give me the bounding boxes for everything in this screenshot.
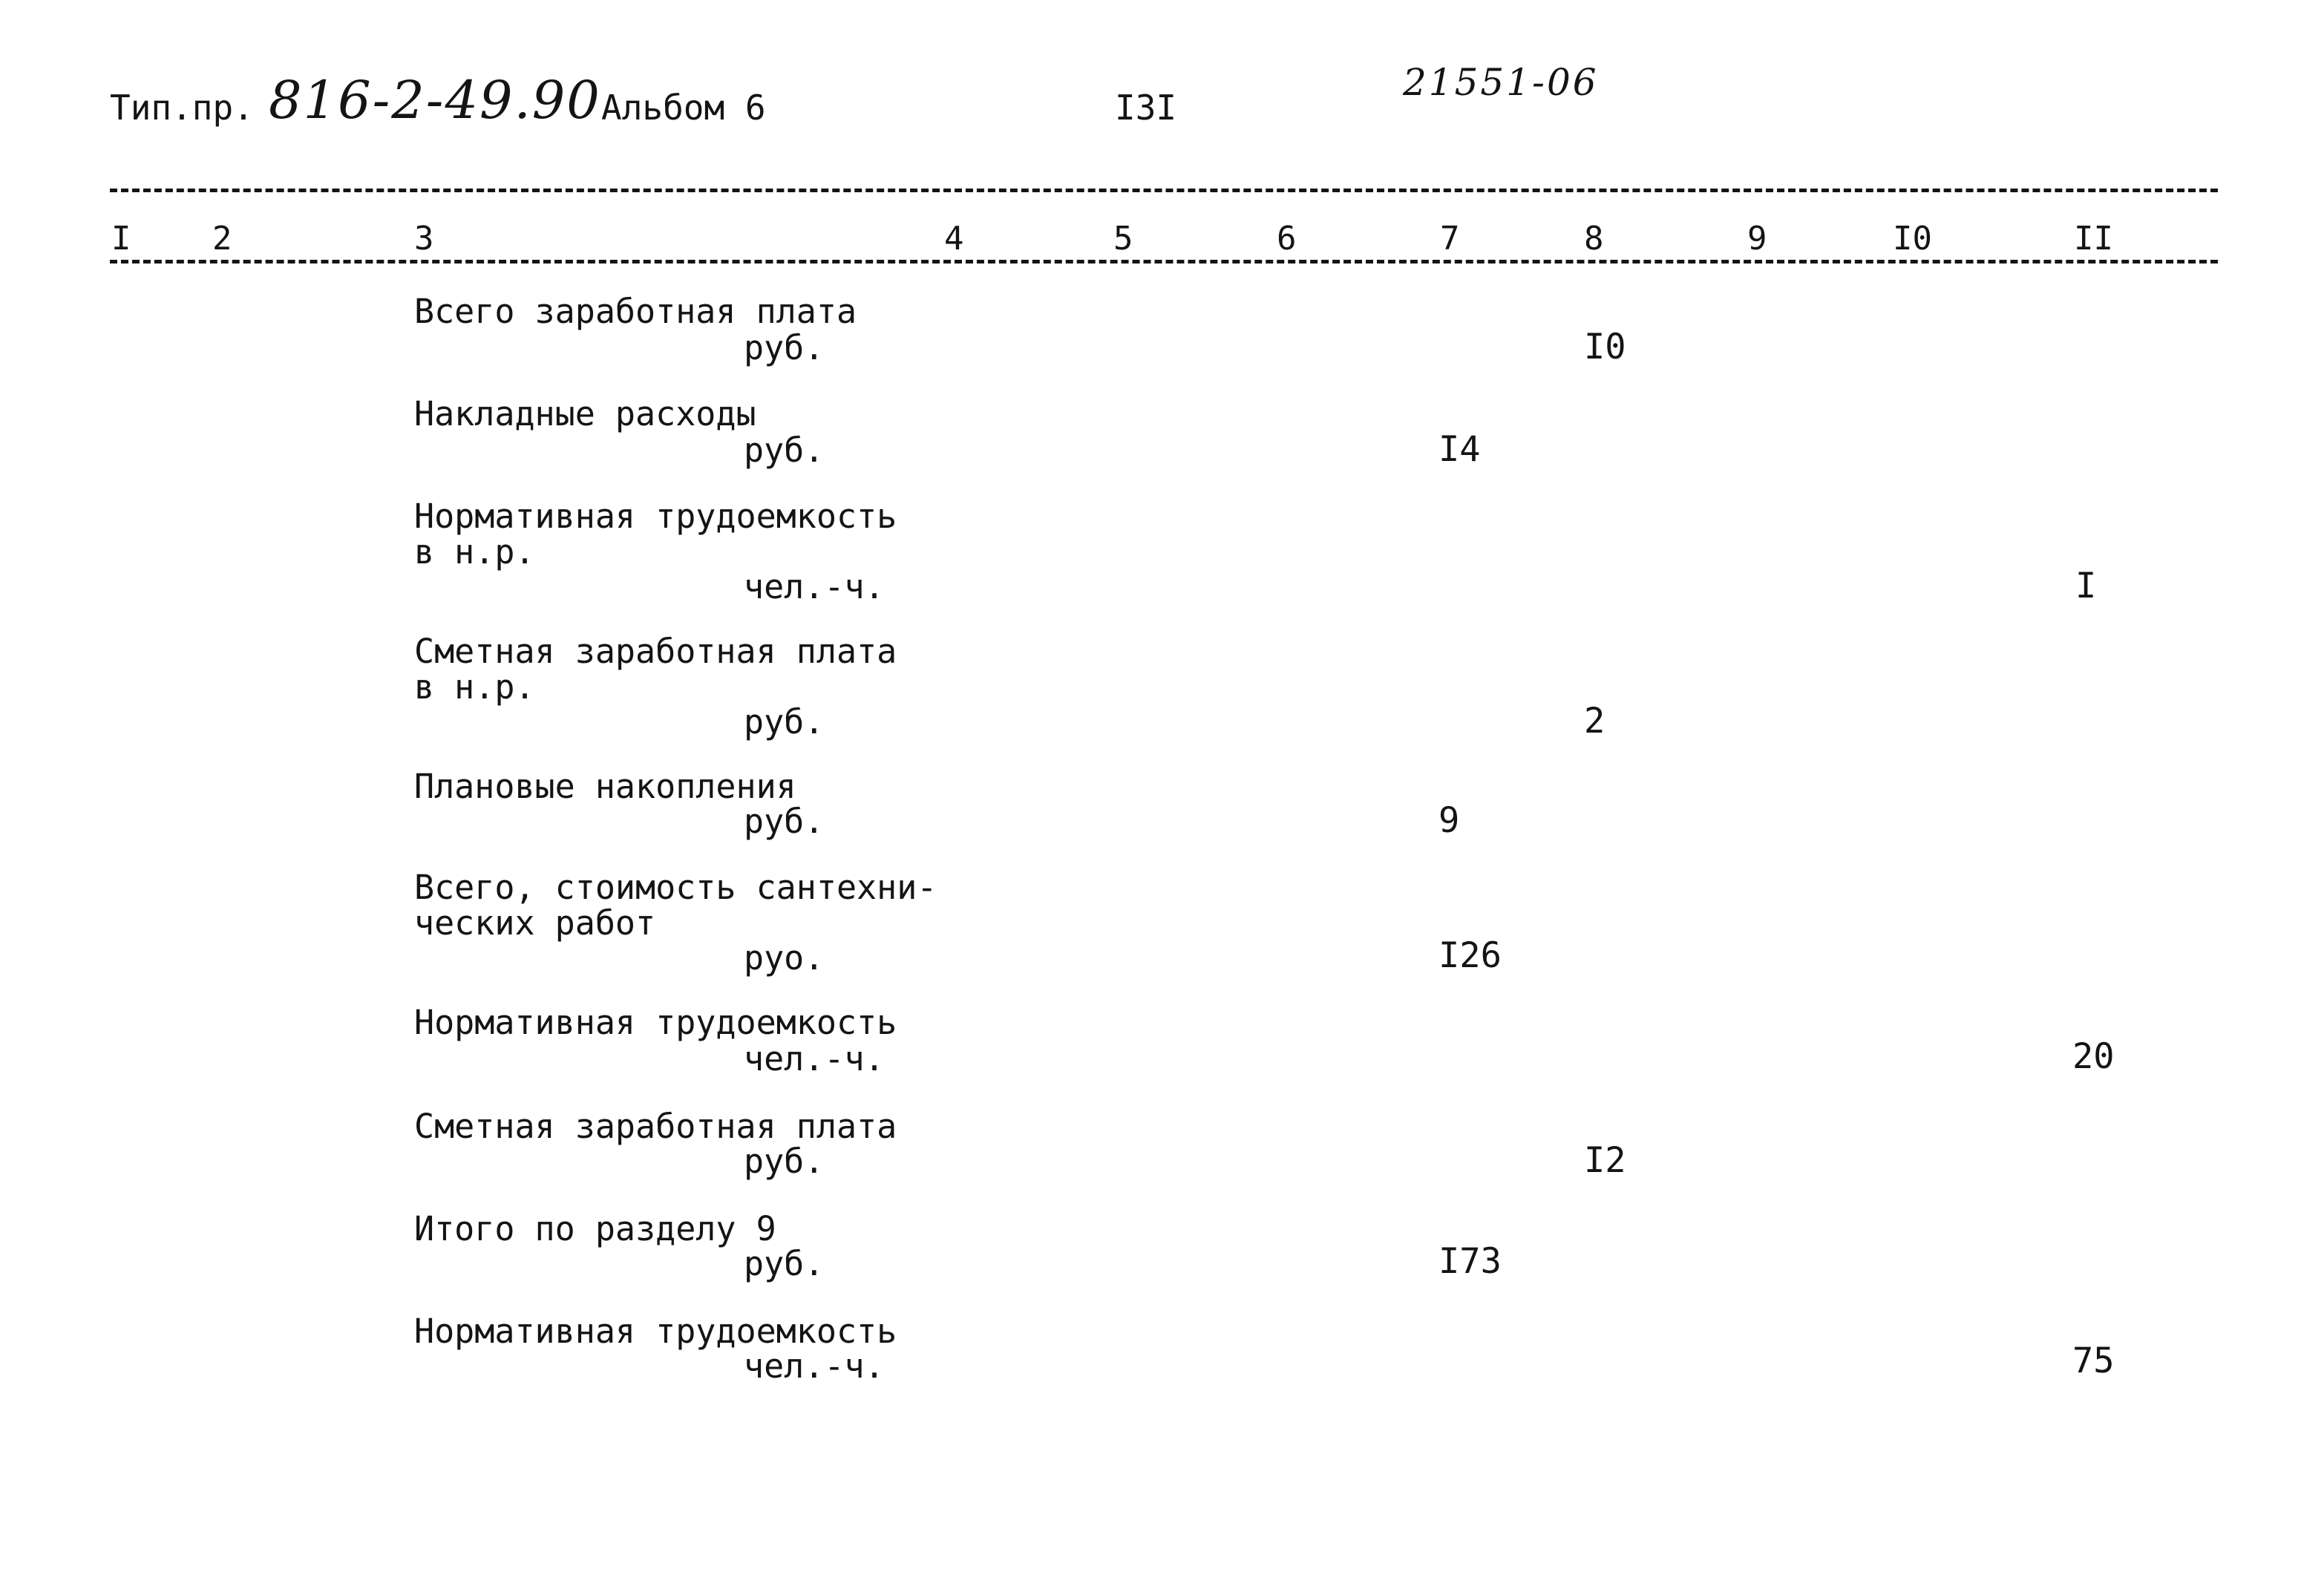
column-number-2: 2 <box>212 220 232 258</box>
row-total-wages-unit: руб. <box>744 328 825 367</box>
row-overhead-value: I4 <box>1438 429 1481 470</box>
row-planned-savings-unit: руб. <box>744 802 825 841</box>
row-overhead-unit: руб. <box>744 430 825 470</box>
row-estimated-wages-overhead-value: 2 <box>1584 701 1605 741</box>
row-labor-intensity-total-value: 75 <box>2072 1340 2115 1381</box>
row-overhead-label: Накладные расходы <box>414 394 756 433</box>
header-divider <box>110 189 2218 192</box>
row-labor-intensity-total-label: Нормативная трудоемкость <box>414 1312 897 1351</box>
album-label: Альбом 6 <box>601 88 766 128</box>
row-section-total-value: I73 <box>1438 1241 1502 1282</box>
document-code: 21551-06 <box>1403 61 1599 104</box>
row-labor-intensity-unit: чел.-ч. <box>744 1039 885 1078</box>
row-total-wages-label: Всего заработная плата <box>414 292 857 331</box>
page-number: I3I <box>1115 88 1177 128</box>
row-labor-intensity-overhead-value: I <box>2075 566 2097 606</box>
row-planned-savings-label: Плановые накопления <box>414 767 796 806</box>
row-planned-savings-value: 9 <box>1438 800 1460 841</box>
row-labor-intensity-value: 20 <box>2072 1036 2115 1077</box>
column-number-6: 6 <box>1277 220 1297 258</box>
row-estimated-wages-unit: руб. <box>744 1142 825 1181</box>
row-section-total-label: Итого по разделу 9 <box>414 1209 776 1248</box>
project-series-number: 816-2-49.90 <box>269 70 601 131</box>
column-number-divider <box>110 260 2218 263</box>
row-labor-intensity-total-unit: чел.-ч. <box>744 1346 885 1386</box>
column-number-1: I <box>111 220 131 258</box>
row-estimated-wages-label: Сметная заработная плата <box>414 1107 897 1146</box>
column-number-8: 8 <box>1584 220 1604 258</box>
column-number-9: 9 <box>1747 220 1767 258</box>
row-estimated-wages-overhead-unit: руб. <box>744 702 825 741</box>
column-number-10: I0 <box>1893 220 1932 258</box>
row-section-total-unit: руб. <box>744 1244 825 1283</box>
column-number-7: 7 <box>1440 220 1460 258</box>
row-estimated-wages-overhead-label: Сметная заработная плата в н.р. <box>414 632 897 707</box>
row-total-wages-value: I0 <box>1584 327 1626 367</box>
project-type-label: Тип.пр. <box>110 88 254 128</box>
row-labor-intensity-overhead-unit: чел.-ч. <box>744 567 885 606</box>
column-number-5: 5 <box>1113 220 1133 258</box>
row-total-plumbing-cost-label: Всего, стоимость сантехни- ческих работ <box>414 868 937 943</box>
row-total-plumbing-cost-value: I26 <box>1438 935 1502 976</box>
row-labor-intensity-overhead-label: Нормативная трудоемкость в н.р. <box>414 497 897 572</box>
column-number-4: 4 <box>944 220 964 258</box>
row-estimated-wages-value: I2 <box>1584 1140 1626 1181</box>
row-total-plumbing-cost-unit: руо. <box>744 938 825 978</box>
row-labor-intensity-label: Нормативная трудоемкость <box>414 1003 897 1042</box>
column-number-11: II <box>2074 220 2113 258</box>
column-number-3: 3 <box>414 220 434 258</box>
